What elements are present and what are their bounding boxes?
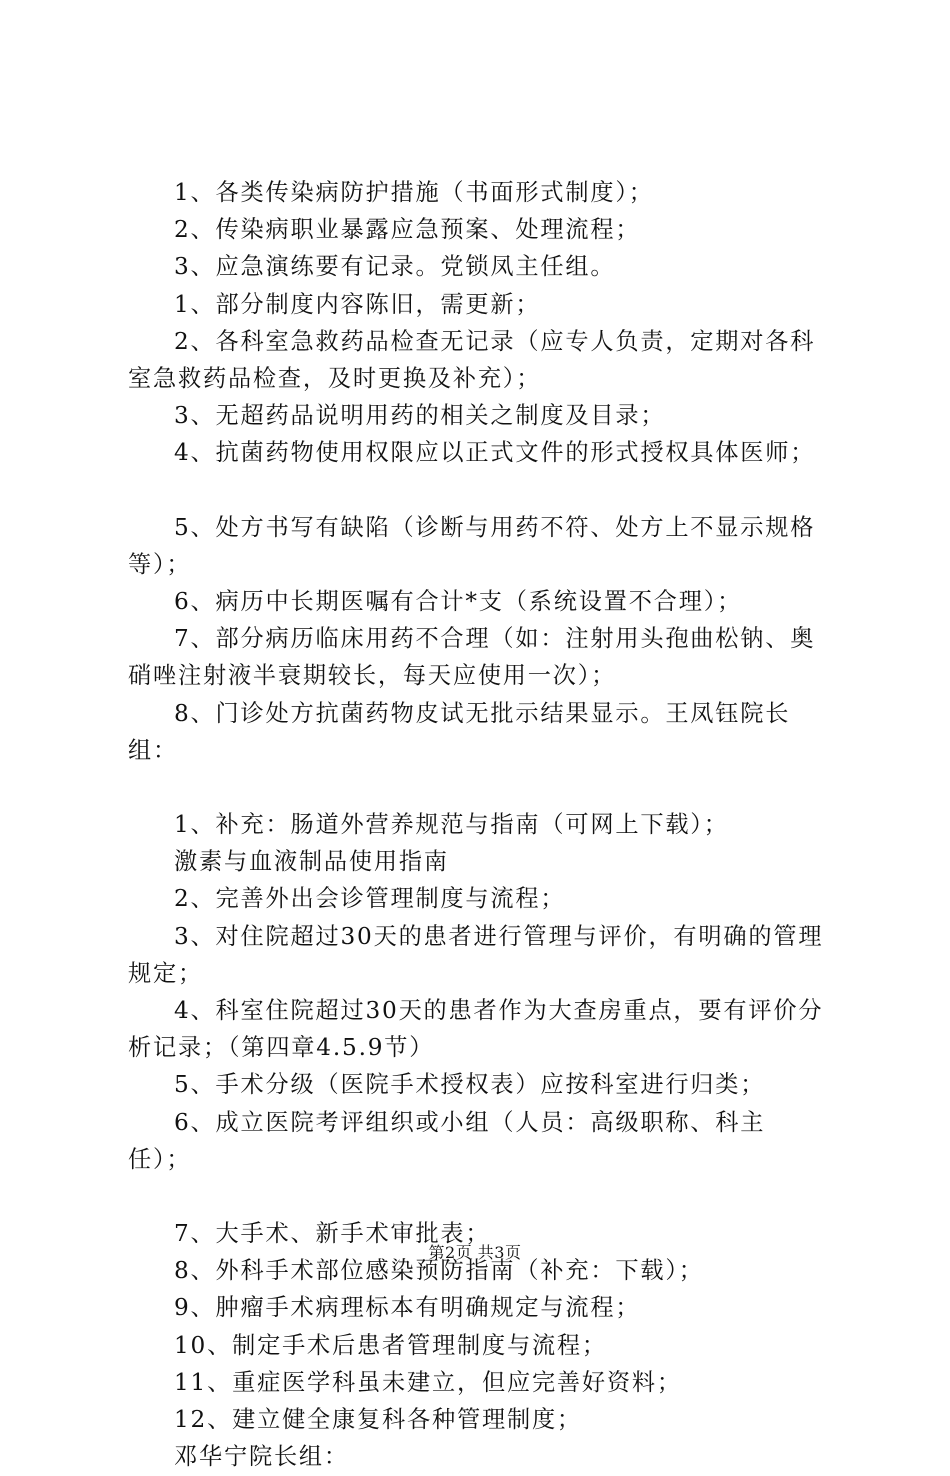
paragraph: 6、病历中长期医嘱有合计*支（系统设置不合理）； [174, 588, 743, 616]
paragraph: 3、无超药品说明用药的相关之制度及目录； [174, 402, 666, 430]
paragraph: 7、部分病历临床用药不合理（如：注射用头孢曲松钠、奥硝唑注射液半衰期较长，每天应使用一次）； [128, 625, 816, 690]
paragraph: 2、各科室急救药品检查无记录（应专人负责，定期对各科室急救药品检查，及时更换及补充）； [128, 327, 816, 393]
paragraph: 4、抗菌药物使用权限应以正式文件的形式授权具体医师； [174, 439, 816, 467]
page-number-footer: 第2页 共3页 [428, 1243, 522, 1262]
paragraph: 4、科室住院超过30天的患者作为大查房重点，要有评价分析记录；（第四章4.5.9节） [128, 997, 824, 1062]
paragraph: 6、成立医院考评组织或小组（人员：高级职称、科主任）； [128, 1108, 766, 1173]
paragraph: 1、补充：肠道外营养规范与指南（可网上下载）； [174, 811, 729, 839]
paragraph: 9、肿瘤手术病理标本有明确规定与流程； [174, 1294, 641, 1322]
document-body [128, 174, 828, 1476]
paragraph: 5、处方书写有缺陷（诊断与用药不符、处方上不显示规格等）； [128, 513, 816, 578]
paragraph: 2、完善外出会诊管理制度与流程； [174, 885, 566, 913]
paragraph: 5、手术分级（医院手术授权表）应按科室进行归类； [174, 1071, 766, 1099]
paragraph: 8、门诊处方抗菌药物皮试无批示结果显示。王凤钰院长组： [128, 699, 791, 764]
paragraph: 12、建立健全康复科各种管理制度； [174, 1406, 582, 1434]
paragraph: 10、制定手术后患者管理制度与流程； [174, 1331, 607, 1359]
paragraph: 8、外科手术部位感染预防指南（补充：下载）； [174, 1257, 704, 1285]
paragraph: 11、重症医学科虽未建立，但应完善好资料； [174, 1368, 682, 1396]
paragraph: 1、各类传染病防护措施（书面形式制度）； [174, 179, 654, 206]
paragraph: 3、对住院超过30天的患者进行管理与评价，有明确的管理规定； [128, 922, 824, 987]
paragraph: 3、应急演练要有记录。党锁凤主任组。 [174, 253, 616, 281]
paragraph: 1、部分制度内容陈旧，需更新； [174, 290, 541, 318]
paragraph: 邓华宁院长组： [174, 1443, 349, 1471]
paragraph: 7、大手术、新手术审批表； [174, 1220, 491, 1248]
paragraph: 2、传染病职业暴露应急预案、处理流程； [174, 216, 641, 244]
paragraph: 激素与血液制品使用指南 [174, 848, 449, 876]
